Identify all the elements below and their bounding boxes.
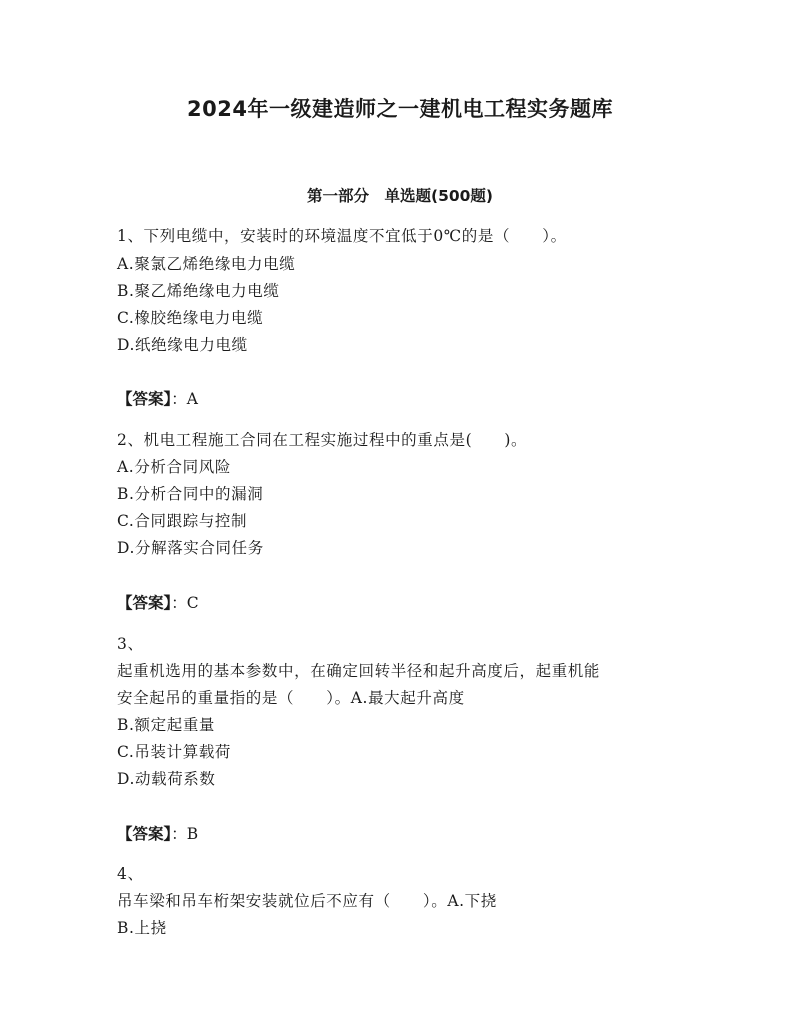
question-2-option-b: B.分析合同中的漏洞: [117, 485, 264, 503]
question-3-stem-line-1: 起重机选用的基本参数中，在确定回转半径和起升高度后，起重机能: [117, 662, 601, 680]
question-2-option-a: A.分析合同风险: [117, 458, 231, 476]
question-3-number: 3、: [117, 635, 144, 653]
answer-label: 【答案】: [117, 594, 172, 612]
answer-label: 【答案】: [117, 390, 172, 408]
question-3-option-d: D.动载荷系数: [117, 770, 216, 788]
question-2-answer: [117, 591, 199, 615]
question-4-option-b: B.上挠: [117, 919, 167, 937]
question-3-option-c: C.吊装计算载荷: [117, 743, 232, 761]
question-2-stem: 2、机电工程施工合同在工程实施过程中的重点是( )。: [117, 431, 528, 449]
question-3-stem-line-2: 安全起吊的重量指的是（ ）。A.最大起升高度: [117, 689, 465, 707]
question-4-stem: 吊车梁和吊车桁架安装就位后不应有（ ）。A.下挠: [117, 892, 497, 910]
question-1-stem: 1、下列电缆中，安装时的环境温度不宜低于0℃的是（ ）。: [117, 227, 567, 245]
question-1-option-a: A.聚氯乙烯绝缘电力电缆: [117, 255, 296, 273]
section-title: 第一部分 单选题(500题): [306, 187, 494, 205]
answer-value: ：C: [171, 594, 199, 612]
question-1-option-c: C.橡胶绝缘电力电缆: [117, 309, 264, 327]
question-3-answer: [117, 822, 198, 846]
question-2-option-d: D.分解落实合同任务: [117, 539, 264, 557]
question-4-number: 4、: [117, 865, 144, 883]
question-1-option-b: B.聚乙烯绝缘电力电缆: [117, 282, 280, 300]
answer-value: ：B: [171, 825, 199, 843]
question-2-option-c: C.合同跟踪与控制: [117, 512, 248, 530]
question-1-option-d: D.纸绝缘电力电缆: [117, 336, 248, 354]
question-3-option-b: B.额定起重量: [117, 716, 216, 734]
answer-label: 【答案】: [117, 825, 172, 843]
document-title: 2024年一级建造师之一建机电工程实务题库: [187, 97, 613, 121]
answer-value: ：A: [171, 390, 198, 408]
question-1-answer: [117, 387, 198, 411]
